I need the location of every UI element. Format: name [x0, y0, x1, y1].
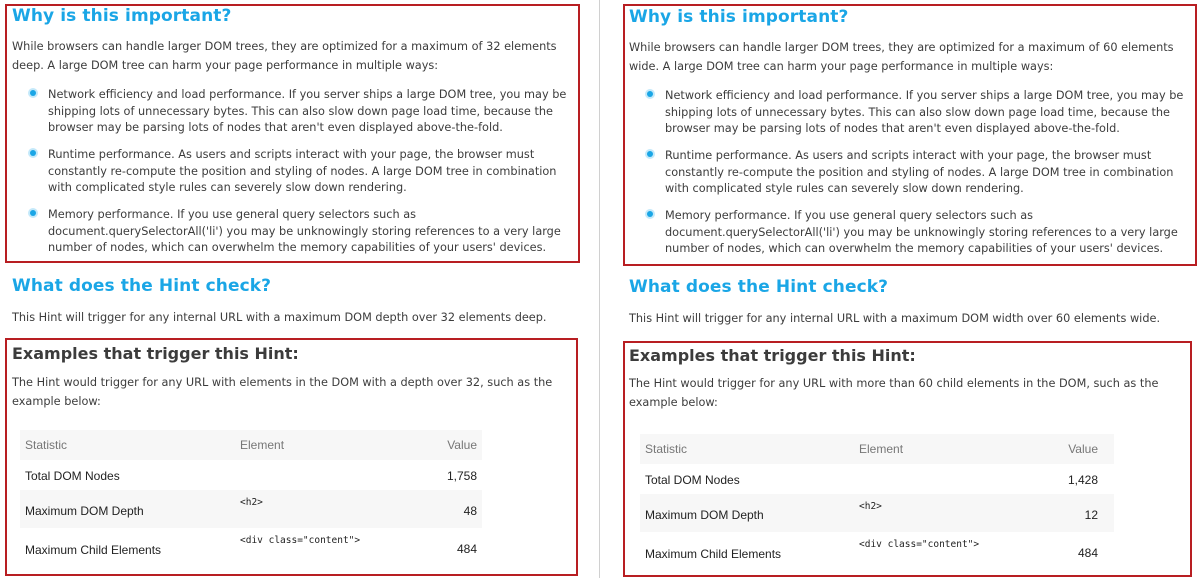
list-item: Network efficiency and load performance. If you server ships a large DOM tree, you may be shipping lots of unnecessary bytes. This can also slow down page load time, because the browser may be parsing lots of nodes that aren't even displayed above-the-fold. [12, 87, 574, 137]
list-item: Network efficiency and load performance. If you server ships a large DOM tree, you may be shipping lots of unnecessary bytes. This can also slow down page load time, because the browser may be parsing lots of nodes that aren't even displayed above-the-fold. [629, 88, 1191, 138]
examples-text: The Hint would trigger for any URL with elements in the DOM with a depth over 32, such as the example below: [12, 376, 553, 408]
bullet-icon [647, 151, 653, 157]
table-header-element: Element [240, 438, 285, 452]
list-item: Memory performance. If you use general query selectors such as document.querySelectorAll('li') you may be unknowingly storing references to a very large number of nodes, which can overwhelm the memory capabilities of your users' devices. [629, 208, 1191, 258]
check-heading: What does the Hint check? [629, 277, 889, 297]
panel-right [616, 0, 1200, 578]
list-item: Memory performance. If you use general query selectors such as document.querySelectorAll('li') you may be unknowingly storing references to a very large number of nodes, which can overwhelm the memory capabilities of your users' devices. [12, 207, 574, 257]
statistic-cell: Maximum DOM Depth [25, 504, 144, 518]
value-cell: 1,428 [1067, 473, 1098, 487]
list-item: Runtime performance. As users and scripts interact with your page, the browser must constantly re-compute the position and styling of nodes. A large DOM tree in combination with complicated style rules can severely slow down rendering. [12, 147, 574, 197]
why-heading: Why is this important? [12, 6, 232, 26]
element-cell: <div class="content"> [859, 539, 980, 550]
value-cell: 12 [1084, 508, 1098, 522]
bullet-icon [30, 150, 36, 156]
check-heading: What does the Hint check? [12, 276, 272, 296]
table-header-statistic: Statistic [25, 438, 68, 452]
element-cell: <h2> [859, 501, 882, 512]
panel-left [0, 0, 584, 578]
element-cell: <div class="content"> [240, 535, 361, 546]
table-row [640, 532, 1114, 570]
statistic-cell: Maximum Child Elements [25, 543, 162, 557]
value-cell: 48 [463, 504, 477, 518]
statistic-cell: Total DOM Nodes [645, 473, 740, 487]
bullet-icon [30, 90, 36, 96]
bullet-icon [30, 210, 36, 216]
check-text: This Hint will trigger for any internal URL with a maximum DOM width over 60 elements wide. [629, 312, 1161, 325]
value-cell: 484 [1077, 546, 1098, 560]
examples-heading: Examples that trigger this Hint: [12, 344, 299, 363]
statistic-cell: Maximum Child Elements [645, 547, 782, 561]
value-cell: 484 [456, 542, 477, 556]
statistic-cell: Maximum DOM Depth [645, 508, 764, 522]
bullet-icon [647, 211, 653, 217]
why-heading: Why is this important? [629, 7, 849, 27]
why-intro: While browsers can handle larger DOM trees, they are optimized for a maximum of 60 elements wide. A large DOM tree can harm your page performance in multiple ways: [629, 41, 1174, 73]
examples-text: The Hint would trigger for any URL with more than 60 child elements in the DOM, such as the example below: [629, 377, 1159, 409]
table-header-statistic: Statistic [645, 442, 688, 456]
statistic-cell: Total DOM Nodes [25, 469, 120, 483]
table-header-value: Value [447, 438, 477, 452]
element-cell: <h2> [240, 497, 263, 508]
bullet-icon [647, 91, 653, 97]
table-row [640, 464, 1114, 494]
why-intro: While browsers can handle larger DOM trees, they are optimized for a maximum of 32 elements deep. A large DOM tree can harm your page performance in multiple ways: [12, 40, 557, 72]
examples-heading: Examples that trigger this Hint: [629, 346, 916, 365]
table-header-value: Value [1068, 442, 1098, 456]
table-header-element: Element [859, 442, 904, 456]
bullet-list [629, 88, 1191, 268]
stats-table [20, 430, 482, 566]
value-cell: 1,758 [446, 469, 477, 483]
table-header-row [640, 434, 1114, 464]
table-row [20, 490, 482, 528]
list-item: Runtime performance. As users and scripts interact with your page, the browser must constantly re-compute the position and styling of nodes. A large DOM tree in combination with complicated style rules can severely slow down rendering. [629, 148, 1191, 198]
stats-table [640, 434, 1114, 570]
panel-divider [599, 0, 600, 578]
bullet-list [12, 87, 574, 267]
check-text: This Hint will trigger for any internal URL with a maximum DOM depth over 32 elements deep. [12, 311, 547, 324]
table-row [20, 460, 482, 490]
table-row [640, 494, 1114, 532]
table-row [20, 528, 482, 566]
table-header-row [20, 430, 482, 460]
